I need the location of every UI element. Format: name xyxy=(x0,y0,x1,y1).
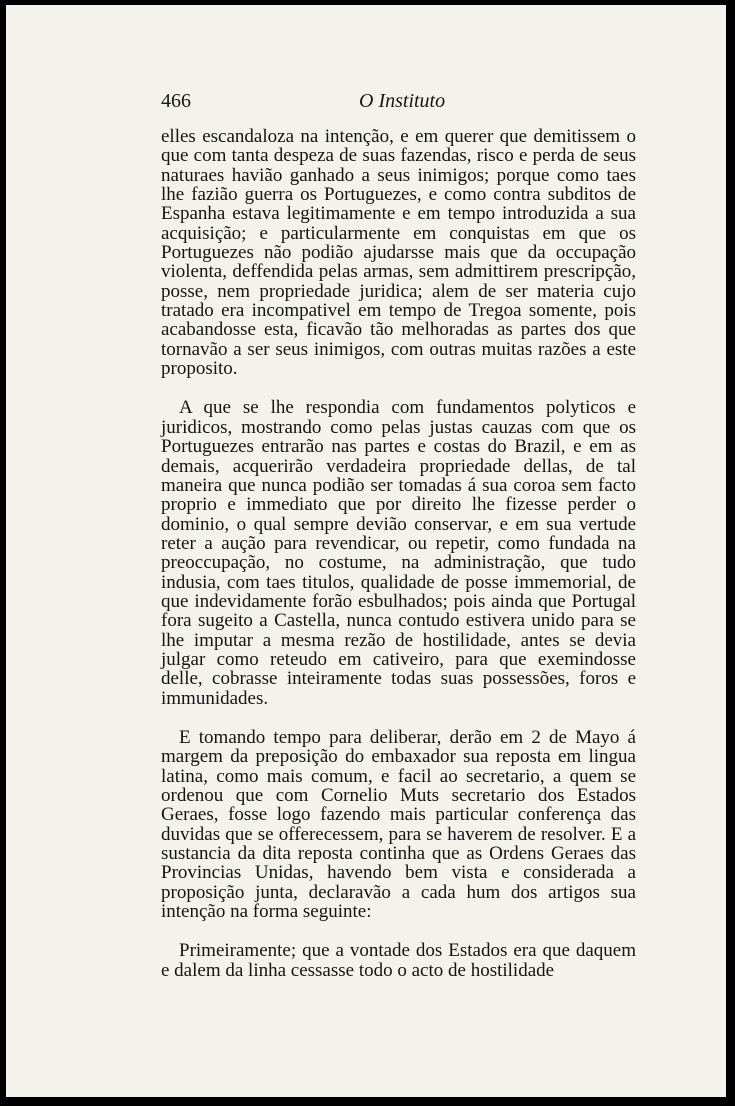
paragraph-3: E tomando tempo para deliberar, derão em 2 de Mayo á margem da preposição do embaxador sua reposta em lingua latina, como mais comum, e facil ao secretario, a quem se ordenou que com Cornelio Muts secretario dos Estados Geraes, fosse logo fazendo mais particular conferença das duvidas que se offerecessem, para se haverem de resolver. E a sustancia da dita reposta continha que as Ordens Geraes das Provincias Unidas, havendo bem vista e considerada a proposição junta, declaravão a cada hum dos artigos sua intenção na forma seguinte: xyxy=(161,726,636,923)
journal-title: O Instituto xyxy=(359,90,446,112)
body-text xyxy=(161,127,636,980)
book-page xyxy=(6,5,726,1097)
page-header xyxy=(161,90,641,120)
paragraph-2: A que se lhe respondia com fundamentos polyticos e juridicos, mostrando como pelas justas cauzas com que os Portuguezes entrarão nas partes e costas do Brazil, e em as demais, acquerirão verdadeira propriedade dellas, de tal maneira que nunca podião ser tomadas á sua coroa sem facto proprio e immediato que por direito lhe fizesse perder o dominio, o qual sempre devião conservar, e em sua vertude reter a aução para revendicar, ou repetir, como fundada na preoccupação, no costume, na administração, que tudo indusia, com taes titulos, qualidade de posse immemorial, de que indevidamente forão esbulhados; pois ainda que Portugal fora sugeito a Castella, nunca contudo estivera unido para se lhe imputar a mesma rezão de hostilidade, antes se devia julgar como reteudo em cativeiro, para que exemindosse delle, cobrasse inteiramente todas suas possessões, foros e immunidades. xyxy=(161,397,636,709)
page-number: 466 xyxy=(161,90,191,112)
paragraph-4: Primeiramente; que a vontade dos Estados era que daquem e dalem da linha cessasse todo o acto de hostilidade xyxy=(161,940,636,981)
paragraph-1: elles escandaloza na intenção, e em querer que demitissem o que com tanta despeza de suas fazendas, risco e perda de seus naturaes havião ganhado a seus inimigos; porque como taes lhe fazião guerra os Portuguezes, e como contra subditos de Espanha estava legitimamente e em tempo introduzida a sua acquisição; e particularmente em conquistas em que os Portuguezes não podião ajudarsse mais que da occupação violenta, deffendida pelas armas, sem admittirem prescripção, posse, nem propriedade juridica; alem de ser materia cujo tratado era incompativel em tempo de Tregoa somente, pois acabandosse esta, ficavão tão melhoradas as partes dos que tornavão a ser seus inimigos, com outras muitas razões a este proposito. xyxy=(161,126,636,380)
